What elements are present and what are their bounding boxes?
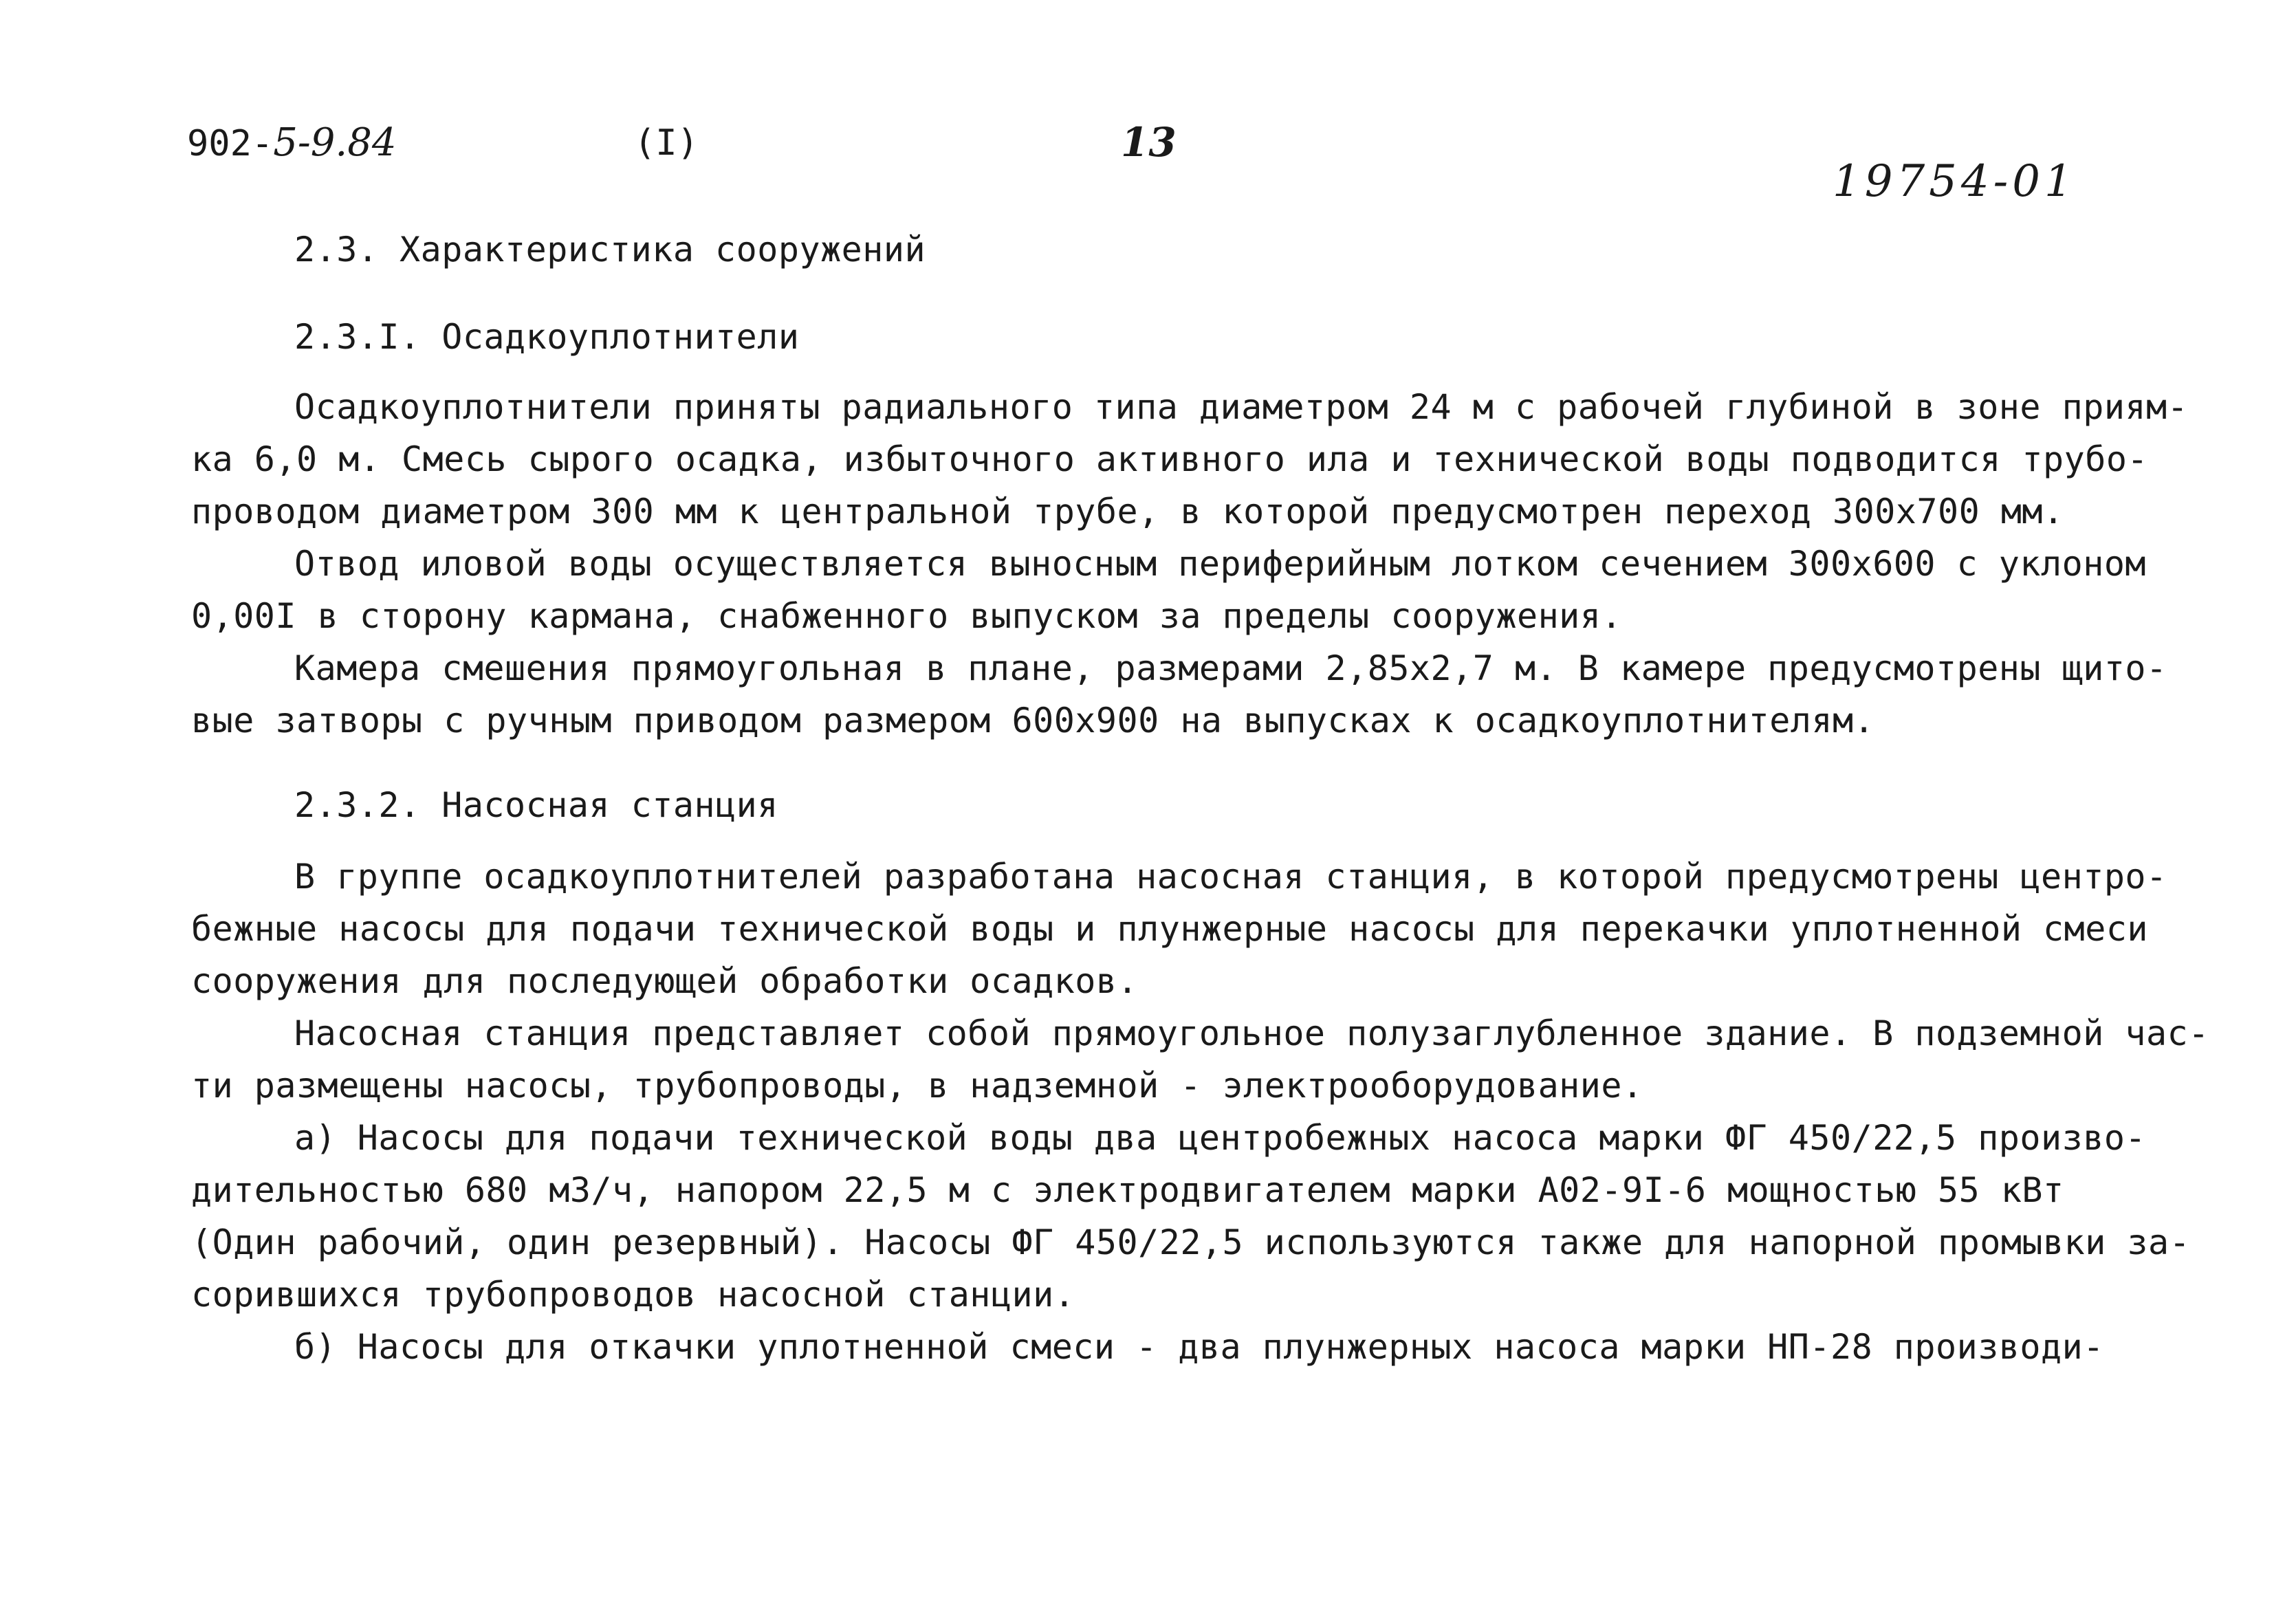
part-number: (I): [634, 122, 699, 164]
text-line: бежные насосы для подачи технической воды и плунжерные насосы для перекачки уплотненной смеси: [191, 909, 2149, 949]
section-2-3-2-title: 2.3.2. Насосная станция: [294, 785, 778, 825]
text-line: сооружения для последующей обработки осадков.: [191, 961, 1139, 1001]
text-line: ти размещены насосы, трубопроводы, в надземной - электрооборудование.: [191, 1066, 1643, 1106]
text-line: ка 6,0 м. Смесь сырого осадка, избыточного активного ила и технической воды подводится трубо-: [191, 439, 2149, 479]
doc-code: [187, 120, 397, 165]
text-line: проводом диаметром 300 мм к центральной трубе, в которой предусмотрен переход 300х700 мм.: [191, 492, 2064, 531]
text-line: (Один рабочий, один резервный). Насосы ФГ 450/22,5 используются также для напорной промывки за-: [191, 1222, 2191, 1262]
inventory-number: 19754-01: [1833, 156, 2077, 207]
doc-code-typed: 902-: [187, 123, 274, 164]
page-number: 13: [1121, 119, 1177, 166]
text-line: а) Насосы для подачи технической воды два центробежных насоса марки ФГ 450/22,5 произво-: [294, 1118, 2147, 1158]
text-line: В группе осадкоуплотнителей разработана насосная станция, в которой предусмотрены центро-: [294, 857, 2167, 897]
text-line: Осадкоуплотнители приняты радиального типа диаметром 24 м с рабочей глубиной в зоне приям-: [294, 387, 2189, 427]
text-line: Отвод иловой воды осуществляется выносным периферийным лотком сечением 300х600 с уклоном: [294, 544, 2147, 584]
text-line: 0,00I в сторону кармана, снабженного выпуском за пределы сооружения.: [191, 596, 1622, 636]
text-line: сорившихся трубопроводов насосной станции.: [191, 1275, 1075, 1315]
text-line: вые затворы с ручным приводом размером 600х900 на выпусках к осадкоуплотнителям.: [191, 701, 1875, 740]
text-line: Камера смешения прямоугольная в плане, размерами 2,85х2,7 м. В камере предусмотрены щито-: [294, 648, 2167, 688]
text-line: Насосная станция представляет собой прямоугольное полузаглубленное здание. В подземной час-: [294, 1013, 2209, 1053]
text-line: б) Насосы для откачки уплотненной смеси - два плунжерных насоса марки НП-28 производи-: [294, 1327, 2104, 1367]
doc-code-handwritten: 5-9.84: [273, 120, 397, 165]
section-2-3-title: 2.3. Характеристика сооружений: [294, 230, 926, 270]
text-line: дительностью 680 м3/ч, напором 22,5 м с электродвигателем марки А02-9I-6 мощностью 55 кВт: [191, 1170, 2064, 1210]
section-2-3-1-title: 2.3.I. Осадкоуплотнители: [294, 317, 800, 357]
